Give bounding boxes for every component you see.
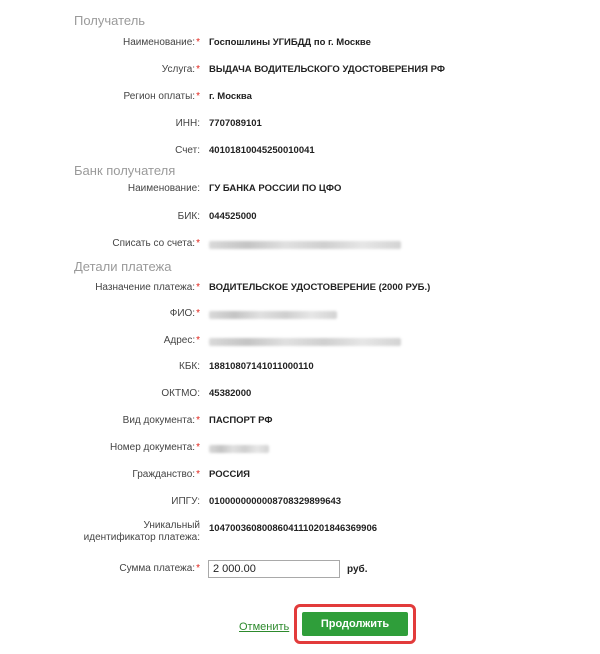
purpose-label: Назначение платежа:* xyxy=(95,282,200,293)
region-value: г. Москва xyxy=(209,91,252,102)
doc-number-redacted xyxy=(209,445,269,453)
purpose-row xyxy=(0,282,600,298)
service-row xyxy=(0,64,600,80)
doc-number-row xyxy=(0,442,600,458)
required-mark: * xyxy=(196,64,200,75)
required-mark: * xyxy=(196,469,200,480)
doc-type-row xyxy=(0,415,600,431)
required-mark: * xyxy=(196,37,200,48)
bank-name-value: ГУ БАНКА РОССИИ ПО ЦФО xyxy=(209,183,342,194)
required-mark: * xyxy=(196,563,200,574)
service-value: ВЫДАЧА ВОДИТЕЛЬСКОГО УДОСТОВЕРЕНИЯ РФ xyxy=(209,64,445,75)
inn-value: 7707089101 xyxy=(209,118,262,129)
recipient-name-row xyxy=(0,37,600,53)
oktmo-label: ОКТМО: xyxy=(161,388,200,399)
fio-row xyxy=(0,308,600,324)
required-mark: * xyxy=(196,442,200,453)
recipient-name-value: Госпошлины УГИБДД по г. Москве xyxy=(209,37,371,48)
bik-value: 044525000 xyxy=(209,211,257,222)
ipgu-value: 0100000000008708329899643 xyxy=(209,496,342,507)
required-mark: * xyxy=(196,308,200,319)
amount-input[interactable] xyxy=(208,560,340,578)
account-value: 40101810045250010041 xyxy=(209,145,315,156)
kbk-label: КБК: xyxy=(179,361,200,372)
doc-number-label: Номер документа:* xyxy=(109,442,200,453)
citizenship-row xyxy=(0,469,600,485)
doc-type-value: ПАСПОРТ РФ xyxy=(209,415,273,426)
account-row xyxy=(0,145,600,161)
debit-account-redacted xyxy=(209,241,401,249)
currency-label: руб. xyxy=(347,564,368,575)
required-mark: * xyxy=(196,282,200,293)
continue-button[interactable]: Продолжить xyxy=(302,612,408,636)
oktmo-row xyxy=(0,388,600,404)
bank-name-label: Наименование: xyxy=(127,183,200,194)
required-mark: * xyxy=(196,91,200,102)
oktmo-value: 45382000 xyxy=(209,388,252,399)
citizenship-label: Гражданство:* xyxy=(132,469,200,480)
required-mark: * xyxy=(196,335,200,346)
bik-label: БИК: xyxy=(177,211,200,222)
section-bank-title: Банк получателя xyxy=(74,163,176,178)
inn-label: ИНН: xyxy=(175,118,200,129)
kbk-row xyxy=(0,361,600,377)
ipgu-row xyxy=(0,496,600,512)
service-label: Услуга:* xyxy=(161,64,200,75)
section-recipient-title: Получатель xyxy=(74,13,146,28)
uid-label: Уникальный идентификатор платежа: xyxy=(83,520,200,543)
address-redacted xyxy=(209,338,401,346)
required-mark: * xyxy=(196,415,200,426)
account-label: Счет: xyxy=(175,145,200,156)
recipient-name-label: Наименование:* xyxy=(122,37,200,48)
inn-row xyxy=(0,118,600,134)
address-row xyxy=(0,335,600,351)
bik-row xyxy=(0,211,600,227)
doc-type-label: Вид документа:* xyxy=(122,415,200,426)
required-mark: * xyxy=(196,238,200,249)
uid-value: 10470036080086041110201846369906 xyxy=(209,523,378,534)
bank-name-row xyxy=(0,183,600,199)
fio-redacted xyxy=(209,311,337,319)
section-details-title: Детали платежа xyxy=(74,259,172,274)
region-label: Регион оплаты:* xyxy=(123,91,200,102)
address-label: Адрес:* xyxy=(163,335,200,346)
ipgu-label: ИПГУ: xyxy=(171,496,200,507)
cancel-link[interactable]: Отменить xyxy=(239,621,290,633)
kbk-value: 18810807141011000110 xyxy=(209,361,314,372)
purpose-value: ВОДИТЕЛЬСКОЕ УДОСТОВЕРЕНИЕ (2000 РУБ.) xyxy=(209,282,431,293)
citizenship-value: РОССИЯ xyxy=(209,469,250,480)
region-row xyxy=(0,91,600,107)
amount-label: Сумма платежа:* xyxy=(119,563,200,574)
debit-account-row xyxy=(0,238,600,254)
fio-label: ФИО:* xyxy=(169,308,200,319)
debit-account-label: Списать со счета:* xyxy=(112,238,200,249)
continue-button-highlight xyxy=(294,604,416,644)
